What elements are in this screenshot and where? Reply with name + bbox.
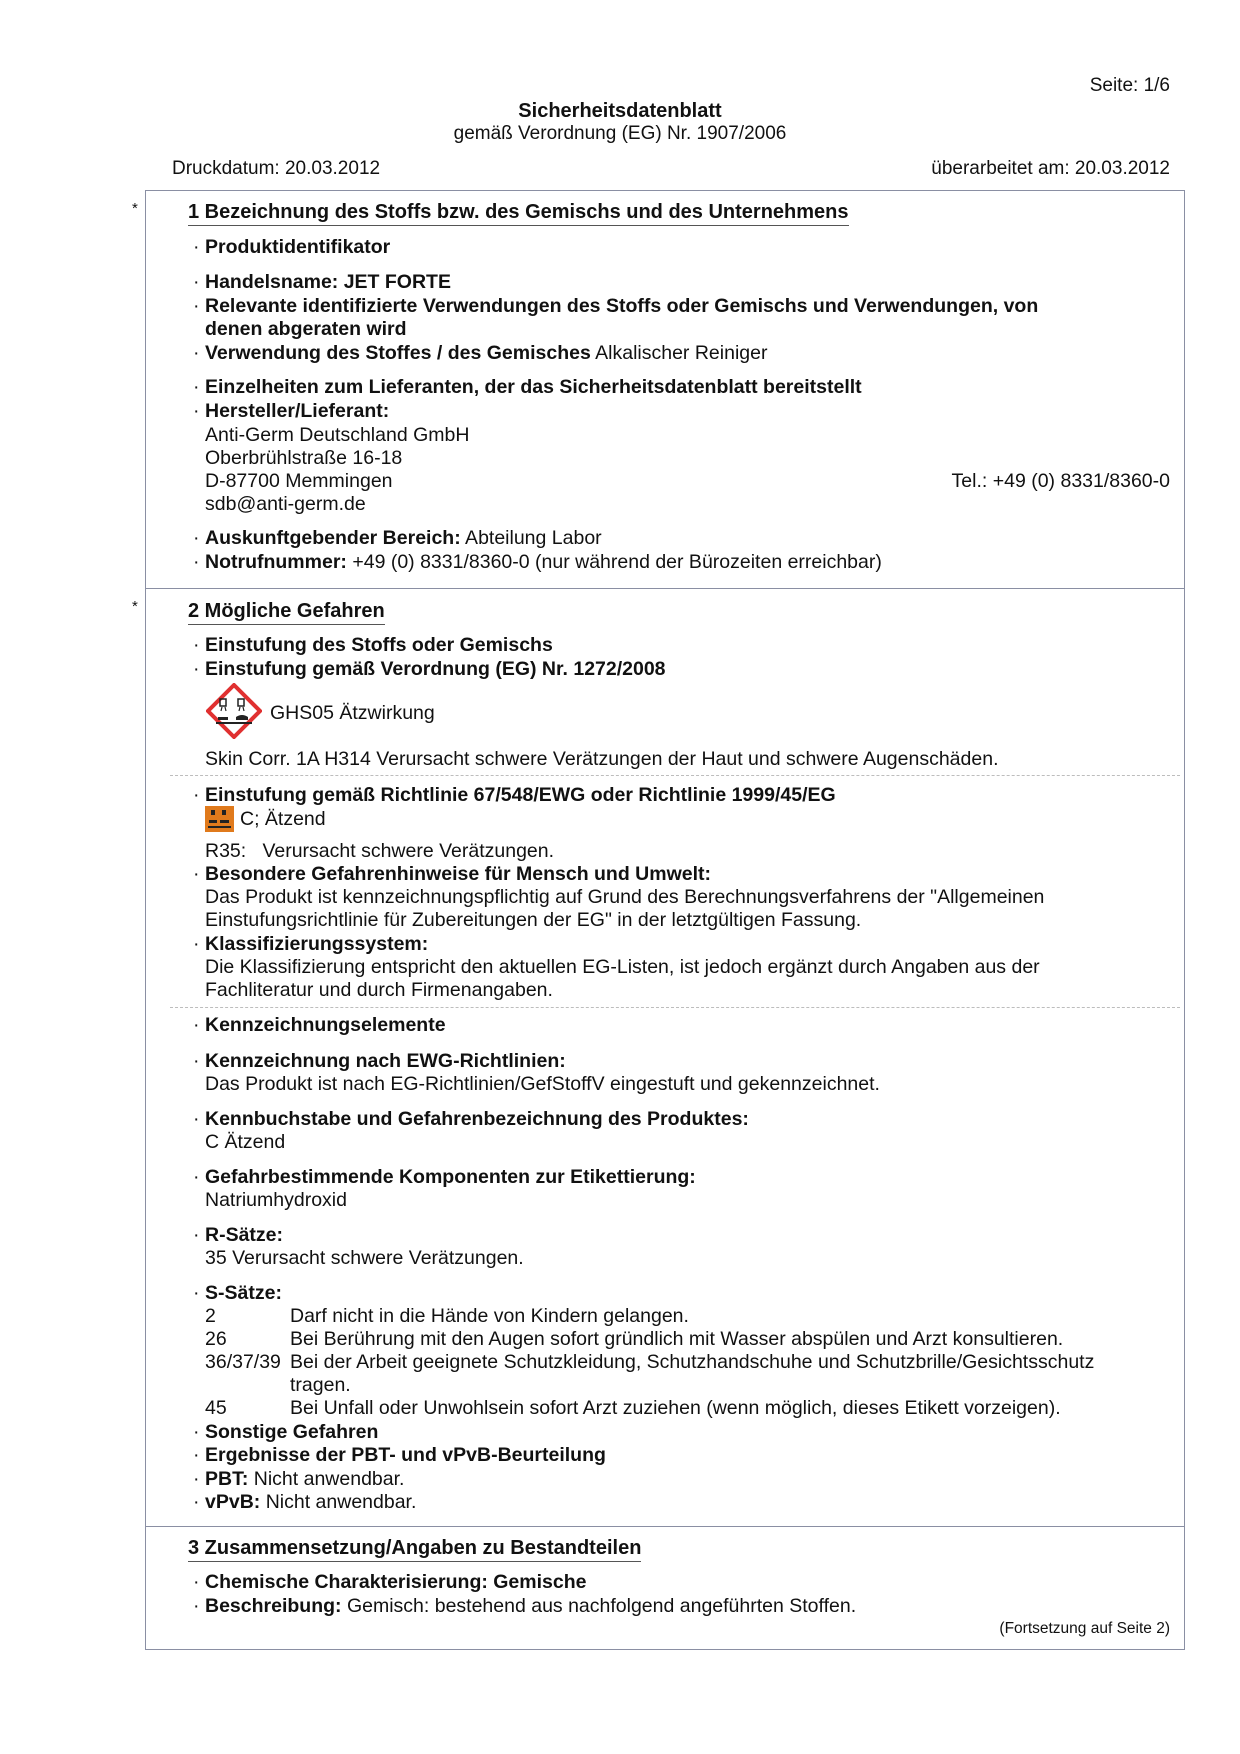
relevante-verwendungen-cont: denen abgeraten wird xyxy=(205,318,407,340)
kennzeichnung-ewg-text: Das Produkt ist nach EG-Richtlinien/GefStoffV eingestuft und gekennzeichnet. xyxy=(205,1073,880,1095)
s-saetze: · S-Sätze: xyxy=(193,1282,282,1304)
pbt: · PBT: Nicht anwendbar. xyxy=(193,1468,405,1490)
company-phone: Tel.: +49 (0) 8331/8360-0 xyxy=(951,470,1170,492)
r35: R35: Verursacht schwere Verätzungen. xyxy=(205,840,555,862)
notrufnummer: · Notrufnummer: +49 (0) 8331/8360-0 (nur während der Bürozeiten erreichbar) xyxy=(193,551,882,573)
r-saetze: · R-Sätze: xyxy=(193,1224,284,1246)
einzelheiten-lieferant: · Einzelheiten zum Lieferanten, der das Sicherheitsdatenblatt bereitstellt xyxy=(193,376,862,398)
document-subtitle: gemäß Verordnung (EG) Nr. 1907/2006 xyxy=(453,123,787,144)
change-marker: * xyxy=(132,598,138,615)
s-satz-text: Darf nicht in die Hände von Kindern gelangen. xyxy=(290,1305,689,1327)
auskunft: · Auskunftgebender Bereich: Abteilung Labor xyxy=(193,527,602,549)
company-street: Oberbrühlstraße 16-18 xyxy=(205,447,403,469)
continuation-note: (Fortsetzung auf Seite 2) xyxy=(999,1620,1170,1637)
dashed-divider xyxy=(170,1007,1180,1008)
kennzeichnungselemente: · Kennzeichnungselemente xyxy=(193,1014,446,1036)
s-satz-text-cont: tragen. xyxy=(290,1374,351,1396)
section-3-heading: 3 Zusammensetzung/Angaben zu Bestandteilen xyxy=(188,1537,641,1562)
einstufung: · Einstufung des Stoffs oder Gemischs xyxy=(193,634,553,656)
einstufung-richtlinie: · Einstufung gemäß Richtlinie 67/548/EWG oder Richtlinie 1999/45/EG xyxy=(193,784,836,806)
page-number: Seite: 1/6 xyxy=(1089,75,1170,96)
section-divider xyxy=(145,588,1185,589)
beschreibung: · Beschreibung: Gemisch: bestehend aus nachfolgend angeführten Stoffen. xyxy=(193,1595,857,1617)
kennbuchstabe-text: C Ätzend xyxy=(205,1131,286,1153)
chemische-charakterisierung: · Chemische Charakterisierung: Gemische xyxy=(193,1571,587,1593)
vpvb: · vPvB: Nicht anwendbar. xyxy=(193,1491,417,1513)
besondere-gefahrenhinweise: · Besondere Gefahrenhinweise für Mensch und Umwelt: xyxy=(193,863,712,885)
verwendung: · Verwendung des Stoffes / des Gemisches Alkalischer Reiniger xyxy=(193,342,768,364)
section-2-heading: 2 Mögliche Gefahren xyxy=(188,600,385,625)
klassifizierung-text-1: Die Klassifizierung entspricht den aktuellen EG-Listen, ist jedoch ergänzt durch Angaben aus der xyxy=(205,956,1040,978)
kennbuchstabe: · Kennbuchstabe und Gefahrenbezeichnung des Produktes: xyxy=(193,1108,749,1130)
s-satz-text: Bei Berührung mit den Augen sofort gründlich mit Wasser abspülen und Arzt konsultieren. xyxy=(290,1328,1064,1350)
s-satz-number: 36/37/39 xyxy=(205,1351,281,1373)
company-name: Anti-Germ Deutschland GmbH xyxy=(205,424,470,446)
section-divider xyxy=(145,1526,1185,1527)
r-saetze-text: 35 Verursacht schwere Verätzungen. xyxy=(205,1247,524,1269)
dashed-divider xyxy=(170,775,1180,776)
einstufung-eg: · Einstufung gemäß Verordnung (EG) Nr. 1272/2008 xyxy=(193,658,666,680)
gefahrbestimmende-komponenten: · Gefahrbestimmende Komponenten zur Etikettierung: xyxy=(193,1166,696,1188)
besondere-text-1: Das Produkt ist kennzeichnungspflichtig auf Grund des Berechnungsverfahrens der "Allgemeinen xyxy=(205,886,1045,908)
handelsname: · Handelsname: JET FORTE xyxy=(193,271,451,293)
change-marker: * xyxy=(132,200,138,217)
s-satz-number: 2 xyxy=(205,1305,216,1327)
sonstige-gefahren: · Sonstige Gefahren xyxy=(193,1421,379,1443)
document-title: Sicherheitsdatenblatt xyxy=(518,100,722,122)
ghs05-corrosion-icon xyxy=(206,683,262,739)
corrosive-symbol-icon xyxy=(205,806,234,832)
company-email: sdb@anti-germ.de xyxy=(205,493,366,515)
pbt-vpvb-heading: · Ergebnisse der PBT- und vPvB-Beurteilung xyxy=(193,1444,606,1466)
skin-corr: Skin Corr. 1A H314 Verursacht schwere Verätzungen der Haut und schwere Augenschäden. xyxy=(205,748,999,770)
s-satz-text: Bei der Arbeit geeignete Schutzkleidung, Schutzhandschuhe und Schutzbrille/Gesichtsschutz xyxy=(290,1351,1095,1373)
kennzeichnung-ewg: · Kennzeichnung nach EWG-Richtlinien: xyxy=(193,1050,566,1072)
s-satz-number: 26 xyxy=(205,1328,227,1350)
company-city: D-87700 Memmingen xyxy=(205,470,393,492)
relevante-verwendungen: · Relevante identifizierte Verwendungen des Stoffs oder Gemischs und Verwendungen, von xyxy=(193,295,1039,317)
ghs05-label: GHS05 Ätzwirkung xyxy=(270,702,435,724)
gefahrbestimmende-text: Natriumhydroxid xyxy=(205,1189,347,1211)
revised-date: überarbeitet am: 20.03.2012 xyxy=(931,158,1170,179)
s-satz-number: 45 xyxy=(205,1397,227,1419)
klassifizierung-text-2: Fachliteratur und durch Firmenangaben. xyxy=(205,979,553,1001)
c-aetzend-label: C; Ätzend xyxy=(240,808,326,830)
hersteller-label: · Hersteller/Lieferant: xyxy=(193,400,390,422)
klassifizierungssystem: · Klassifizierungssystem: xyxy=(193,933,429,955)
produktidentifikator: · Produktidentifikator xyxy=(193,236,391,258)
s-satz-text: Bei Unfall oder Unwohlsein sofort Arzt zuziehen (wenn möglich, dieses Etikett vorzeigen). xyxy=(290,1397,1061,1419)
section-1-heading: 1 Bezeichnung des Stoffs bzw. des Gemischs und des Unternehmens xyxy=(188,201,849,226)
besondere-text-2: Einstufungsrichtlinie für Zubereitungen der EG" in der letztgültigen Fassung. xyxy=(205,909,862,931)
print-date: Druckdatum: 20.03.2012 xyxy=(172,158,381,179)
